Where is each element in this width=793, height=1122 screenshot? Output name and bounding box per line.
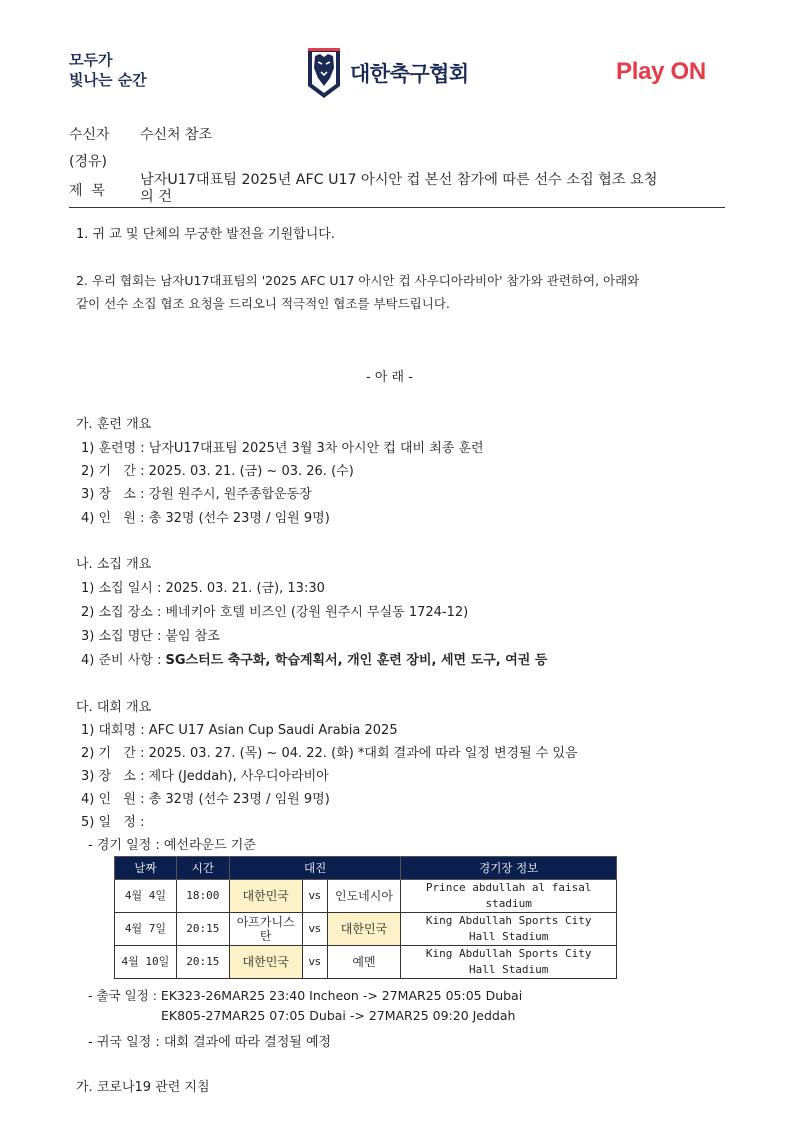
match-time: 18:00 (176, 880, 229, 913)
away-team: 대한민국 (327, 913, 401, 946)
cut-off-section (0, 1076, 793, 1095)
paragraph-2-line-1: 2. 우리 협회는 남자U17대표팀의 '2025 AFC U17 아시안 컵 사우디아라비아' 참가와 관련하여, 아래와 (76, 273, 640, 288)
home-team: 대한민국 (229, 880, 302, 913)
section-b-item: 2) 소집 장소 : 베네키아 호텔 비즈인 (강원 원주시 무실동 1724-12) (81, 605, 469, 620)
match-date: 4월 4일 (115, 880, 177, 913)
vs-label: vs (302, 913, 327, 946)
section-b-item: 1) 소집 일시 : 2025. 03. 21. (금), 13:30 (81, 581, 325, 596)
header-divider (69, 207, 725, 208)
play-on-logo: Play ON (616, 58, 706, 85)
venue-line-1: Prince abdullah al faisal (425, 881, 592, 894)
subject-label: 제 목 (69, 183, 105, 199)
table-row (115, 946, 617, 979)
subject-line-2: 의 건 (140, 189, 172, 205)
tiger-crest-icon (306, 46, 342, 100)
table-row (115, 880, 617, 913)
via-label: (경유) (69, 154, 107, 170)
section-a-title: 가. 훈련 개요 (76, 417, 152, 432)
below-heading: - 아 래 - (366, 370, 413, 385)
prep-items: SG스터드 축구화, 학습계획서, 개인 훈련 장비, 세면 도구, 여권 등 (165, 653, 548, 668)
header-venue: 경기장 정보 (401, 857, 617, 880)
slogan (69, 50, 147, 90)
header-date: 날짜 (115, 857, 177, 880)
away-team: 인도네시아 (327, 880, 401, 913)
paragraph-2-line-2: 같이 선수 소집 협조 요청을 드리오니 적극적인 협조를 부탁드립니다. (76, 296, 450, 311)
venue (401, 913, 617, 946)
home-team: 대한민국 (229, 946, 302, 979)
departure-line-2: EK805-27MAR25 07:05 Dubai -> 27MAR25 09:20 Jeddah (161, 1008, 516, 1023)
table-row (115, 913, 617, 946)
vs-label: vs (302, 880, 327, 913)
section-c-item: 2) 기 간 : 2025. 03. 27. (목) ~ 04. 22. (화) *대회 결과에 따라 일정 변경될 수 있음 (81, 746, 578, 761)
venue (401, 880, 617, 913)
venue-line-1: King Abdullah Sports City (425, 914, 592, 927)
section-a-item: 1) 훈련명 : 남자U17대표팀 2025년 3월 3차 아시안 컵 대비 최종 훈련 (81, 441, 484, 456)
slogan-line-1: 모두가 (69, 51, 113, 69)
vs-label: vs (302, 946, 327, 979)
recipient-value: 수신처 참조 (140, 127, 213, 143)
slogan-line-2: 빛나는 순간 (69, 71, 147, 89)
header-time: 시간 (176, 857, 229, 880)
section-a-item: 2) 기 간 : 2025. 03. 21. (금) ~ 03. 26. (수) (81, 464, 354, 479)
match-date: 4월 10일 (115, 946, 177, 979)
section-c-item: 1) 대회명 : AFC U17 Asian Cup Saudi Arabia 2025 (81, 723, 398, 738)
match-time: 20:15 (176, 946, 229, 979)
prep-label: 4) 준비 사항 : (81, 653, 166, 668)
match-schedule-table (114, 856, 617, 979)
match-time: 20:15 (176, 913, 229, 946)
recipient-label: 수신자 (69, 127, 110, 143)
schedule-note: - 경기 일정 : 예선라운드 기준 (88, 838, 256, 853)
section-c-item: 3) 장 소 : 제다 (Jeddah), 사우디아라비아 (81, 769, 329, 784)
section-c-item: 5) 일 정 : (81, 815, 145, 830)
section-c-item: 4) 인 원 : 총 32명 (선수 23명 / 임원 9명) (81, 792, 330, 807)
away-team: 예멘 (327, 946, 401, 979)
departure-line-1: - 출국 일정 : EK323-26MAR25 23:40 Incheon -> 27MAR25 05:05 Dubai (88, 988, 523, 1003)
subject-value (140, 172, 658, 206)
venue-line-2: Hall Stadium (468, 963, 549, 976)
venue-line-2: stadium (485, 897, 532, 910)
venue (401, 946, 617, 979)
section-a-item: 4) 인 원 : 총 32명 (선수 23명 / 임원 9명) (81, 511, 330, 526)
section-b-item: 3) 소집 명단 : 붙임 참조 (81, 629, 220, 644)
return-line: - 귀국 일정 : 대회 결과에 따라 결정될 예정 (88, 1035, 332, 1050)
subject-line-1: 남자U17대표팀 2025년 AFC U17 아시안 컵 본선 참가에 따른 선수 소집 협조 요청 (140, 172, 658, 188)
venue-line-1: King Abdullah Sports City (425, 947, 592, 960)
section-c-title: 다. 대회 개요 (76, 700, 152, 715)
match-date: 4월 7일 (115, 913, 177, 946)
home-team: 아프가니스탄 (229, 913, 302, 946)
section-a-item: 3) 장 소 : 강원 원주시, 원주종합운동장 (81, 487, 312, 502)
section-b-item-4 (81, 649, 547, 668)
section-d-title-cut: 가. 코로나19 관련 지침 (76, 1080, 210, 1095)
section-b-title: 나. 소집 개요 (76, 557, 152, 572)
paragraph-1: 1. 귀 교 및 단체의 무궁한 발전을 기원합니다. (76, 227, 335, 242)
venue-line-2: Hall Stadium (468, 930, 549, 943)
org-name: 대한축구협회 (350, 62, 469, 86)
kfa-logo (306, 46, 469, 100)
header-matchup: 대진 (229, 857, 401, 880)
table-header-row (115, 857, 617, 880)
